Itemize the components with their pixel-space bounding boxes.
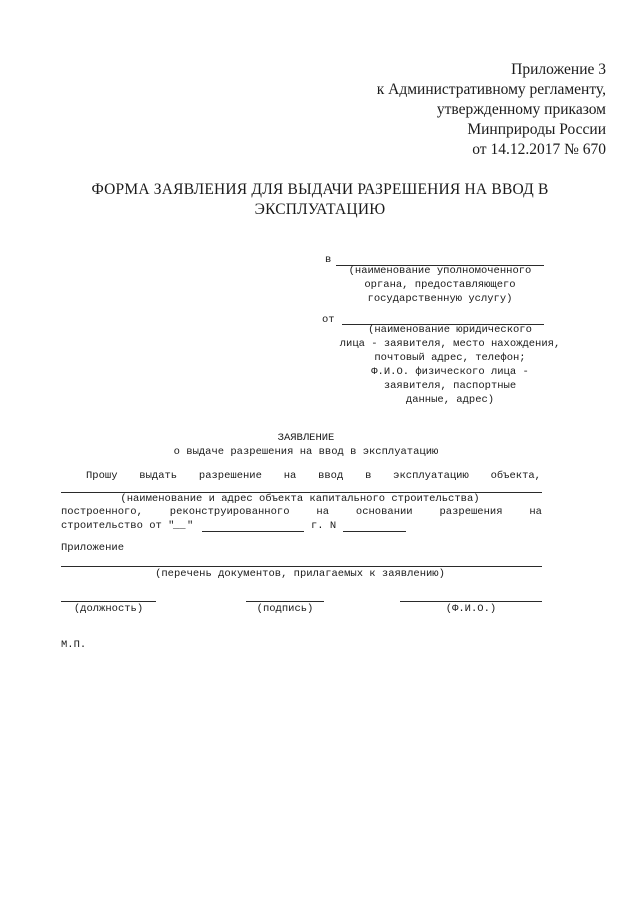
attachment-caption: (перечень документов, прилагаемых к заявлению) — [155, 568, 445, 580]
construction-day[interactable]: __ — [173, 520, 186, 532]
built-word: на — [316, 506, 330, 518]
position-field-line[interactable] — [61, 601, 156, 602]
to-caption-2: органа, предоставляющего — [364, 279, 516, 291]
construction-number-line[interactable] — [343, 531, 406, 532]
construction-prefix: строительство от " — [61, 520, 175, 532]
attachment-field-line[interactable] — [61, 566, 542, 567]
request-word: ввод — [318, 470, 344, 482]
to-caption-1: (наименование уполномоченного — [348, 265, 532, 277]
request-word: Прошу — [86, 470, 118, 482]
from-caption-3: почтовый адрес, телефон; — [374, 352, 526, 364]
name-caption: (Ф.И.О.) — [445, 603, 497, 615]
appendix-line-2: к Административному регламенту, — [376, 81, 606, 98]
construction-quote: " — [187, 520, 194, 532]
built-word: основании — [355, 506, 413, 518]
built-word: реконструированного — [169, 506, 290, 518]
from-caption-1: (наименование юридического — [368, 324, 532, 336]
appendix-line-4: Минприроды России — [467, 121, 606, 138]
form-title — [60, 180, 580, 220]
object-caption: (наименование и адрес объекта капитального строительства) — [120, 493, 480, 505]
position-caption: (должность) — [73, 603, 144, 615]
appendix-line-3: утвержденному приказом — [436, 101, 606, 118]
built-word: построенного, — [61, 506, 143, 518]
signature-caption: (подпись) — [256, 603, 314, 615]
form-title-line-1: ФОРМА ЗАЯВЛЕНИЯ ДЛЯ ВЫДАЧИ РАЗРЕШЕНИЯ НА ВВОД В — [91, 181, 549, 198]
statement-subheading: о выдаче разрешения на ввод в эксплуатацию — [173, 446, 439, 458]
request-word: разрешение — [198, 470, 262, 482]
from-caption-5: заявителя, паспортные — [383, 380, 517, 392]
construction-year-label: г. N — [311, 520, 337, 532]
request-word: выдать — [139, 470, 178, 482]
built-word: на — [529, 506, 542, 518]
built-line — [61, 506, 542, 519]
from-caption-2: лица - заявителя, место нахождения, — [339, 338, 561, 350]
statement-heading: ЗАЯВЛЕНИЕ — [277, 432, 335, 444]
form-title-line-2: ЭКСПЛУАТАЦИЮ — [254, 201, 386, 218]
request-word: на — [283, 470, 297, 482]
appendix-header — [377, 60, 606, 160]
to-prefix: в — [325, 254, 332, 266]
to-caption-3: государственную услугу) — [367, 293, 513, 305]
name-field-line[interactable] — [400, 601, 542, 602]
construction-date-line[interactable] — [202, 531, 304, 532]
from-caption-4: Ф.И.О. физического лица - — [371, 366, 529, 378]
appendix-line-5: от 14.12.2017 № 670 — [472, 141, 606, 158]
built-word: разрешения — [439, 506, 503, 518]
request-word: в — [365, 470, 372, 482]
stamp-label: М.П. — [61, 639, 87, 651]
attachment-label: Приложение — [61, 542, 125, 554]
from-caption-6: данные, адрес) — [405, 394, 495, 406]
request-word: эксплуатацию — [393, 470, 469, 482]
appendix-line-1: Приложение 3 — [511, 61, 606, 78]
signature-field-line[interactable] — [246, 601, 324, 602]
request-line — [86, 470, 541, 483]
request-word: объекта, — [490, 470, 541, 482]
from-prefix: от — [322, 314, 335, 326]
